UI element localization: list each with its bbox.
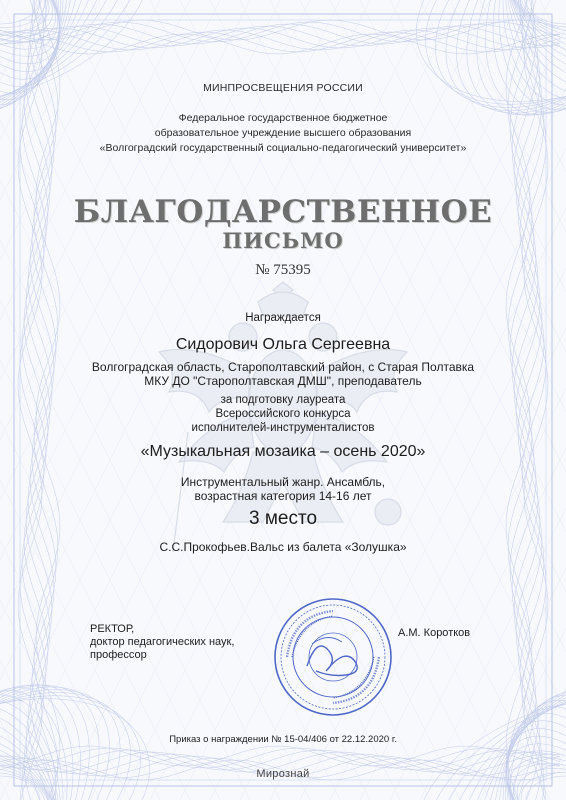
rector-rank: профессор xyxy=(90,649,147,661)
official-seal-icon xyxy=(272,596,394,718)
recipient-location: Волгоградская область, Старополтавский район, с Старая Полтавка xyxy=(91,360,475,374)
award-reason-line: за подготовку лауреата xyxy=(220,394,346,406)
rector-degree: доктор педагогических наук, xyxy=(90,636,235,648)
contest-name: «Музыкальная мозаика – осень 2020» xyxy=(140,443,426,460)
performed-piece: С.С.Прокофьев.Вальс из балета «Золушка» xyxy=(159,540,407,554)
recipient-details xyxy=(0,360,566,388)
brand-name: Мирознай xyxy=(256,768,310,780)
category-genre: Инструментальный жанр. Ансамбль, xyxy=(180,475,386,489)
contest-category xyxy=(0,475,566,503)
award-reason-line: Всероссийского конкурса xyxy=(215,408,351,420)
document-title: БЛАГОДАРСТВЕННОЕ xyxy=(73,194,493,230)
rector-signature-block xyxy=(90,623,234,662)
award-reason-line: исполнителей-инструменталистов xyxy=(191,422,375,434)
organization-line: «Волгоградский государственный социально-педагогический университет» xyxy=(99,142,467,154)
signer-name: А.М. Коротков xyxy=(398,627,471,639)
category-age: возрастная категория 14-16 лет xyxy=(194,489,372,503)
organization-name xyxy=(0,111,566,156)
certificate-number: № 75395 xyxy=(255,262,311,278)
organization-line: Федеральное государственное бюджетное xyxy=(178,112,388,124)
award-reason xyxy=(0,393,566,435)
award-order: Приказ о награждении № 15-04/406 от 22.12.2020 г. xyxy=(169,734,397,745)
rector-title: РЕКТОР, xyxy=(90,623,135,635)
awarded-label: Награждается xyxy=(245,312,321,324)
document-subtitle: ПИСЬМО xyxy=(222,228,344,253)
place-result: 3 место xyxy=(248,508,318,529)
recipient-name: Сидорович Ольга Сергеевна xyxy=(175,336,391,353)
ministry-name: МИНПРОСВЕЩЕНИЯ РОССИИ xyxy=(203,82,363,94)
recipient-position: МКУ ДО "Старополтавская ДМШ", преподаватель xyxy=(144,374,422,388)
organization-line: образовательное учреждение высшего образования xyxy=(154,127,412,139)
